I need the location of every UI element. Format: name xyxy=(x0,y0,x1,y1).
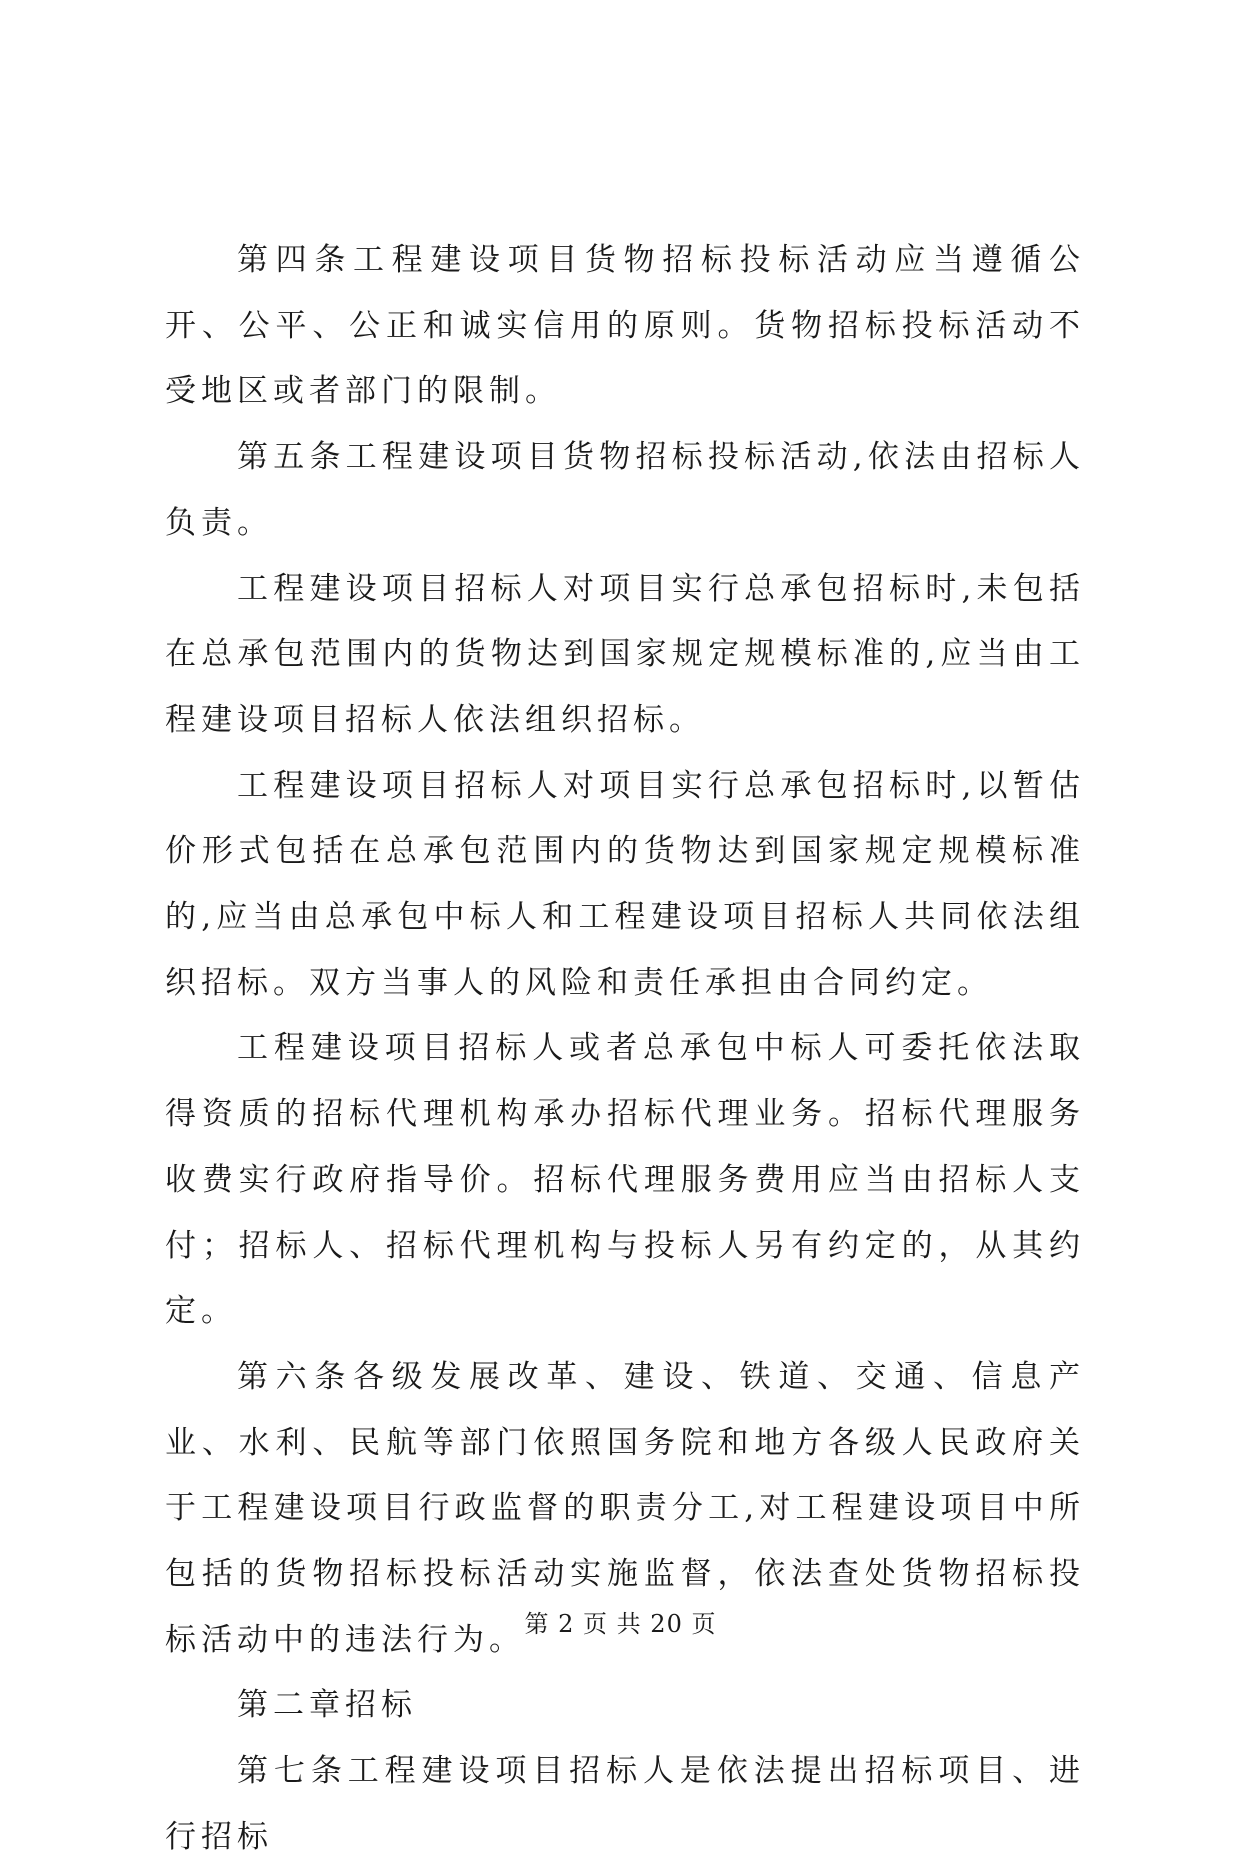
paragraph-provisional-price: 工程建设项目招标人对项目实行总承包招标时,以暂估价形式包括在总承包范围内的货物达到国家规定规模标准的,应当由总承包中标人和工程建设项目招标人共同依法组织招标。双方当事人的风险和责任承担由合同约定。 xyxy=(165,767,1085,1001)
chapter-heading: 第二章招标 xyxy=(237,1687,417,1724)
paragraph-article-5: 第五条工程建设项目货物招标投标活动,依法由招标人负责。 xyxy=(165,439,1085,541)
page-number-footer: 第 2 页 共 20 页 xyxy=(524,1610,717,1638)
paragraph-article-4: 第四条工程建设项目货物招标投标活动应当遵循公开、公平、公正和诚实信用的原则。货物招标投标活动不受地区或者部门的限制。 xyxy=(165,242,1085,410)
paragraph-agency: 工程建设项目招标人或者总承包中标人可委托依法取得资质的招标代理机构承办招标代理业务。招标代理服务收费实行政府指导价。招标代理服务费用应当由招标人支付；招标人、招标代理机构与投标人另有约定的，从其约定。 xyxy=(165,1030,1085,1330)
paragraph-article-7: 第七条工程建设项目招标人是依法提出招标项目、进行招标 xyxy=(165,1753,1085,1855)
paragraph-article-6: 第六条各级发展改革、建设、铁道、交通、信息产业、水利、民航等部门依照国务院和地方各级人民政府关于工程建设项目行政监督的职责分工,对工程建设项目中所包括的货物招标投标活动实施监督，依法查处货物招标投标活动中的违法行为。 xyxy=(165,1358,1085,1658)
paragraph-subcontract-goods: 工程建设项目招标人对项目实行总承包招标时,未包括在总承包范围内的货物达到国家规定规模标准的,应当由工程建设项目招标人依法组织招标。 xyxy=(165,570,1085,738)
